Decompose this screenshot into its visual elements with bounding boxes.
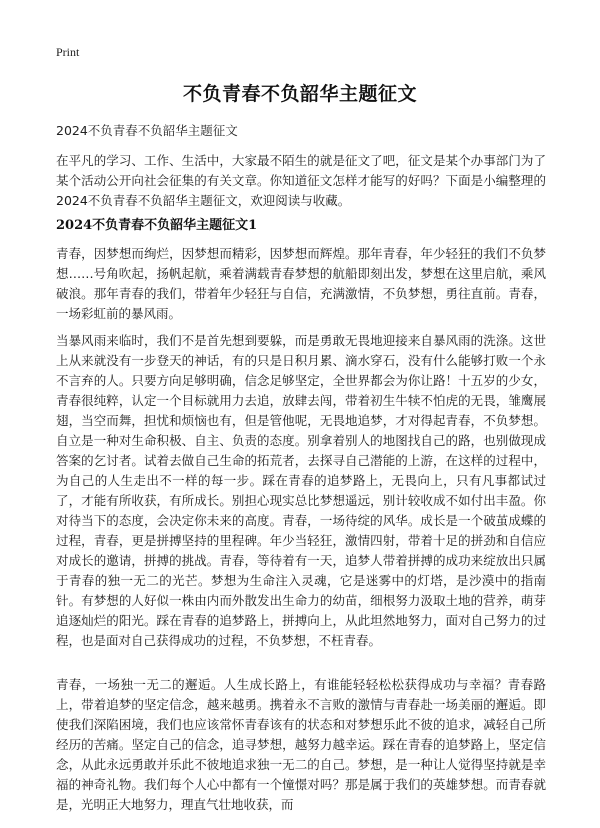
section-heading: 2024不负青春不负韶华主题征文1	[56, 218, 258, 233]
body-paragraph-2: 当暴风雨来临时，我们不是首先想到要躲，而是勇敢无畏地迎接来自暴风雨的洗涤。这世上从来就没有一步登天的神话，有的只是日积月累、滴水穿石，没有什么能够打败一个永不言弃的人。只要方向足够明确，信念足够坚定，全世界都会为你让路！十五岁的少女，青春很纯粹，认定一个目标就用力去追，放肆去闯，带着初生牛犊不怕虎的无畏，雏鹰展翅，当空而舞，担忧和烦恼也有，但是管他呢，无畏地追梦，才对得起青春，不负梦想。自立是一种对生命积极、自主、负责的态度。别拿着别人的地图找自己的路，也别做现成答案的乞讨者。试着去做自己生命的拓荒者，去探寻自己潜能的上游，在这样的过程中，为自己的人生走出不一样的每一步。踩在青春的追梦路上，无畏向上，只有凡事都试过了，才能有所收获，有所成长。别担心现实总比梦想遥远，别计较收成不如付出丰盈。你对待当下的态度，会决定你未来的高度。青春，一场待绽的风华。成长是一个破茧成蝶的过程，青春，更是拼搏坚持的里程碑。年少当轻狂，激情四射，带着十足的拼劲和自信应对成长的邀请，拼搏的挑战。青春，等待着有一天，追梦人带着拼搏的成功来绽放出只属于青春的独一无二的光芒。梦想为生命注入灵魂，它是迷雾中的灯塔，是沙漠中的指南针。有梦想的人好似一株由内而外散发出生命力的幼苗，细根努力汲取土地的营养，萌芽追逐灿烂的阳光。踩在青春的追梦路上，拼搏向上，从此坦然地努力，面对自己努力的过程，也是面对自己获得成功的过程，不负梦想，不枉青春。	[56, 333, 546, 648]
body-paragraph-3: 青春，一场独一无二的邂逅。人生成长路上，有谁能轻轻松松获得成功与幸福？青春路上，带着追梦的坚定信念，越来越勇。携着永不言败的激情与青春赴一场美丽的邂逅。即使我们深陷困境，我们也应该常怀青春该有的状态和对梦想乐此不彼的追求，减轻自己所经历的苦痛。坚定自己的信念，追寻梦想，越努力越幸运。踩在青春的追梦路上，坚定信念，从此永远勇敢并乐此不彼地追求独一无二的自己。梦想，是一种让人觉得坚持就是幸福的神奇礼物。我们每个人心中都有一个憧憬对吗？那是属于我们的英雄梦想。而青春就是，光明正大地努力，理直气壮地收获，而	[56, 677, 546, 812]
intro-paragraph: 在平凡的学习、工作、生活中，大家最不陌生的就是征文了吧，征文是某个办事部门为了某个活动公开向社会征集的有关文章。你知道征文怎样才能写的好吗？下面是小编整理的2024不负青春不负韶华主题征文，欢迎阅读与收藏。	[56, 153, 546, 208]
page-title: 不负青春不负韶华主题征文	[182, 83, 417, 105]
article-subtitle: 2024不负青春不负韶华主题征文	[56, 123, 238, 138]
body-paragraph-1: 青春，因梦想而绚烂，因梦想而精彩，因梦想而辉煌。那年青春，年少轻狂的我们不负梦想……号角吹起，扬帆起航，乘着满载青春梦想的航船即刻出发，梦想在这里启航，乘风破浪。那年青春的我们，带着年少轻狂与自信，充满激情，不负梦想，勇往直前。青春，一场彩虹前的暴风雨。	[56, 246, 546, 321]
print-link[interactable]: Print	[56, 45, 80, 59]
